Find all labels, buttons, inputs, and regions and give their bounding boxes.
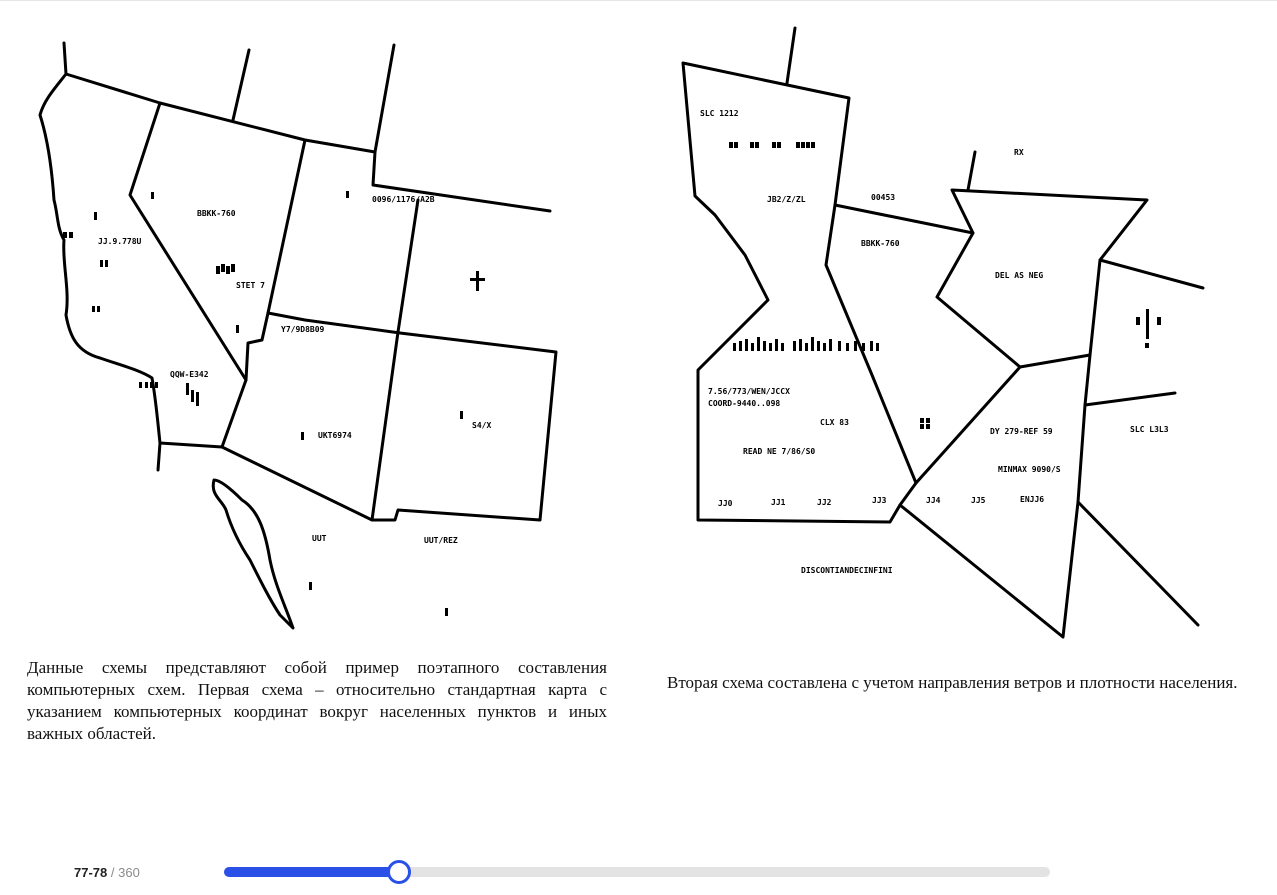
map-right-label: DISCONTIANDECINFINI	[801, 566, 893, 575]
page-indicator	[74, 864, 140, 882]
map-left-label: STET 7	[236, 281, 265, 290]
map-left-label: UKT6974	[318, 431, 352, 440]
map-right-label: BBKK-760	[861, 239, 900, 248]
page-separator: /	[110, 865, 115, 880]
map-right-label: 00453	[871, 193, 896, 202]
map-right-label: JJ2	[817, 498, 832, 507]
map-left-label: UUT/REZ	[424, 536, 458, 545]
map-right-label: DEL AS NEG	[995, 271, 1044, 280]
map-left	[30, 38, 620, 638]
top-divider	[0, 0, 1277, 1]
map-right-label: MINMAX 9090/S	[998, 465, 1061, 474]
map-right-label: JJ0	[718, 499, 733, 508]
map-right-label: ENJJ6	[1020, 495, 1045, 504]
map-left-label: QQW-E342	[170, 370, 209, 379]
map-right-label: JB2/Z/ZL	[767, 195, 806, 204]
map-right	[660, 25, 1215, 645]
map-right-label: SLC L3L3	[1130, 425, 1169, 434]
map-right-label: READ NE 7/86/S0	[743, 447, 816, 456]
map-left-label: UUT	[312, 534, 327, 543]
map-left-label: Y7/9D8B09	[281, 325, 325, 334]
map-right-label: RX	[1014, 148, 1024, 157]
map-right-label: DY 279-REF 59	[990, 427, 1053, 436]
caption-left: Данные схемы представляют собой пример поэтапного составления компьютерных схем. Первая схема – относительно стандартная карта с указанием компьютерных координат вокруг населенных пунктов и иных важных областей.	[27, 658, 607, 743]
map-right-label: JJ5	[971, 496, 986, 505]
map-left-label: 0096/1176/A2B	[372, 195, 435, 204]
map-left-label: BBKK-760	[197, 209, 236, 218]
page-slider-fill	[224, 867, 399, 877]
caption-right: Вторая схема составлена с учетом направления ветров и плотности населения.	[667, 673, 1238, 692]
map-left-label: S4/X	[472, 421, 492, 430]
page-slider-track[interactable]	[224, 867, 1050, 877]
map-right-label: JJ4	[926, 496, 941, 505]
map-right-label: CLX 83	[820, 418, 849, 427]
map-right-label: SLC 1212	[700, 109, 739, 118]
page-slider-thumb[interactable]	[387, 860, 411, 884]
page-current: 77-78	[74, 865, 108, 880]
page-total: 360	[118, 865, 140, 880]
map-right-drawing	[660, 25, 1215, 645]
map-right-label: COORD-9440..098	[708, 399, 781, 408]
map-right-label: JJ3	[872, 496, 887, 505]
map-left-label: JJ.9.778U	[98, 237, 142, 246]
map-left-drawing	[30, 38, 620, 638]
map-right-label: JJ1	[771, 498, 786, 507]
map-right-label: 7.56/773/WEN/JCCX	[708, 387, 790, 396]
